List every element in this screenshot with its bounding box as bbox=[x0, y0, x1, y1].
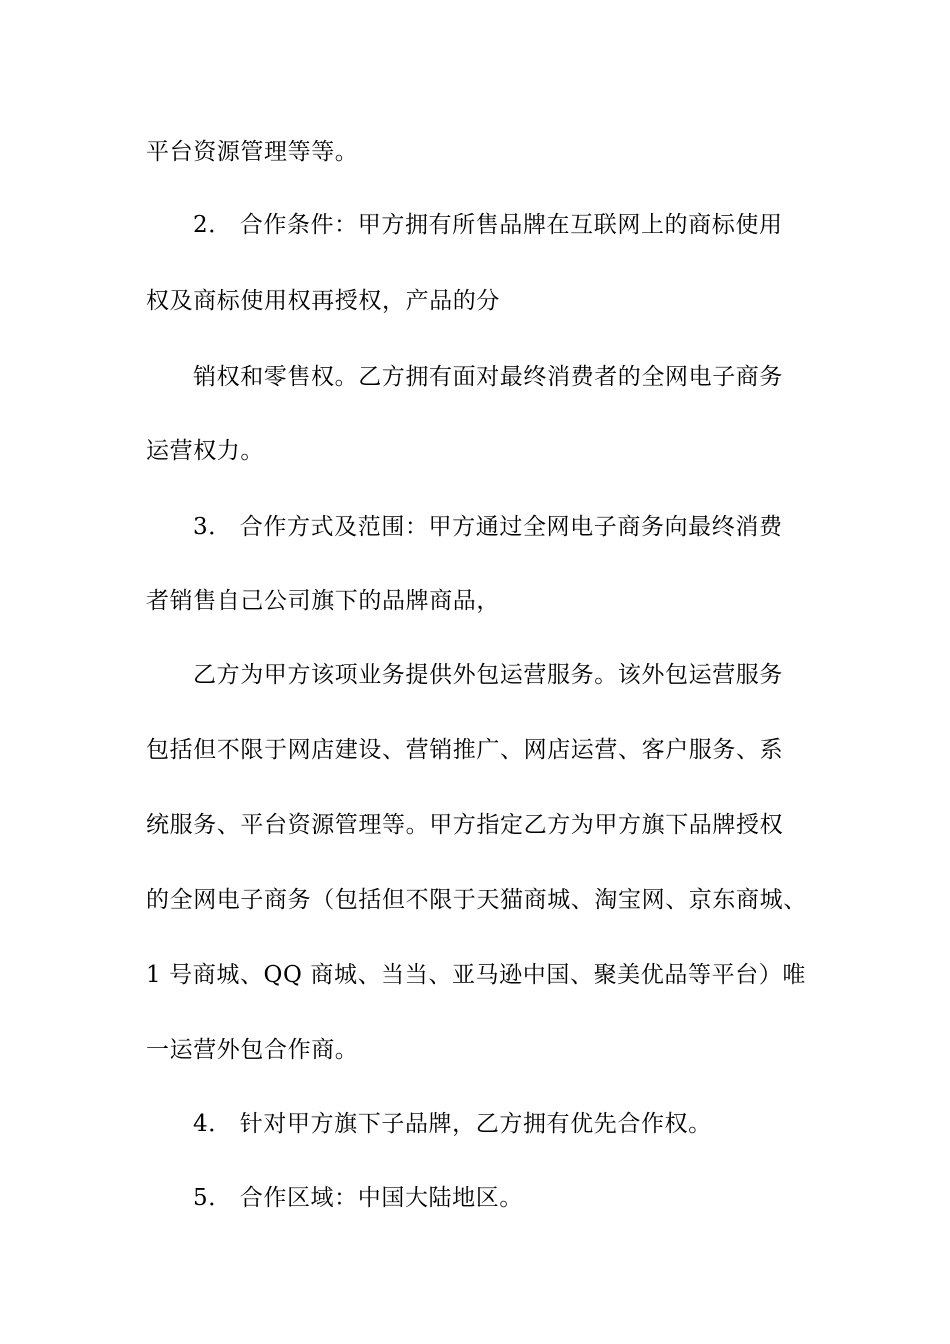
paragraph-line: 统服务、平台资源管理等。甲方指定乙方为甲方旗下品牌授权 bbox=[146, 812, 784, 838]
paragraph-line: 4． 针对甲方旗下子品牌，乙方拥有优先合作权。 bbox=[193, 1111, 712, 1137]
paragraph-line: 运营权力。 bbox=[146, 438, 264, 464]
paragraph-line: 5． 合作区域：中国大陆地区。 bbox=[193, 1185, 523, 1211]
paragraph-line: 权及商标使用权再授权，产品的分 bbox=[146, 288, 500, 314]
paragraph-line: 平台资源管理等等。 bbox=[146, 139, 359, 165]
paragraph-line: 的全网电子商务（包括但不限于天猫商城、淘宝网、京东商城、 bbox=[146, 887, 807, 913]
paragraph-line: 销权和零售权。乙方拥有面对最终消费者的全网电子商务 bbox=[193, 364, 783, 390]
paragraph-line: 1 号商城、QQ 商城、当当、亚马逊中国、聚美优品等平台）唯 bbox=[146, 962, 806, 988]
paragraph-line: 包括但不限于网店建设、营销推广、网店运营、客户服务、系 bbox=[146, 737, 784, 763]
paragraph-line: 2． 合作条件：甲方拥有所售品牌在互联网上的商标使用 bbox=[193, 212, 783, 238]
paragraph-line: 乙方为甲方该项业务提供外包运营服务。该外包运营服务 bbox=[193, 662, 783, 688]
paragraph-line: 一运营外包合作商。 bbox=[146, 1037, 359, 1063]
paragraph-line: 者销售自己公司旗下的品牌商品， bbox=[146, 588, 500, 614]
paragraph-line: 3． 合作方式及范围：甲方通过全网电子商务向最终消费 bbox=[193, 514, 783, 540]
